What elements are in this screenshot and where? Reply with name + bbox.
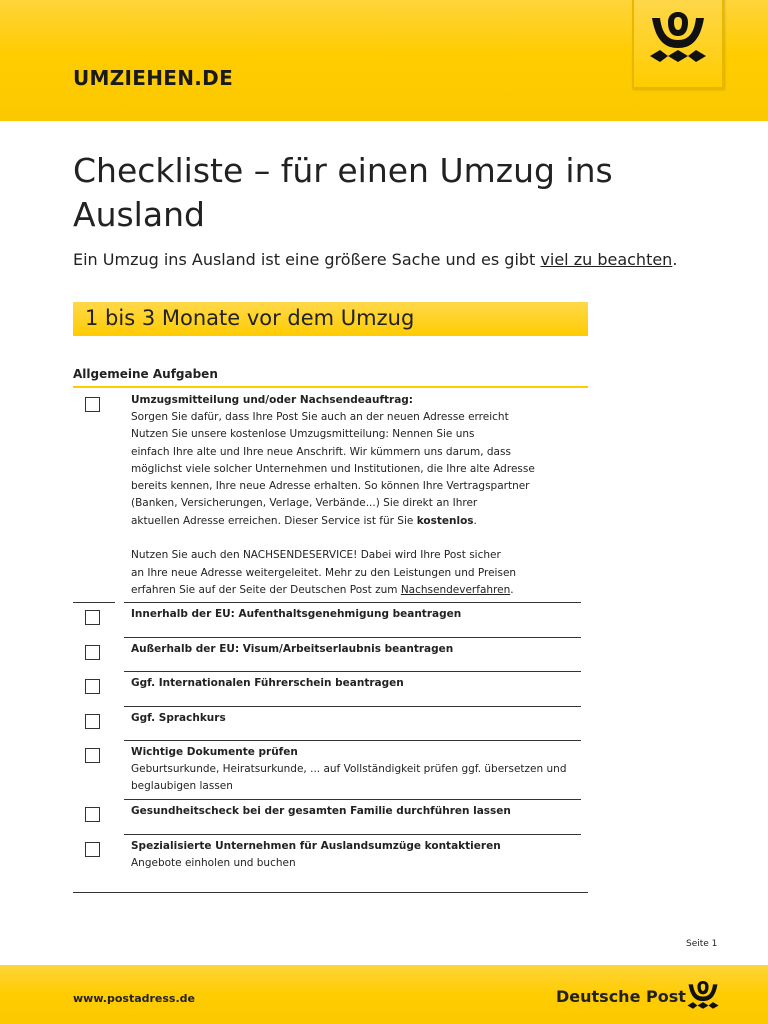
item-title: Spezialisierte Unternehmen für Auslandsumzüge kontaktieren [131, 839, 501, 852]
item-title: Innerhalb der EU: Aufenthaltsgenehmigung beantragen [131, 608, 462, 620]
footer-url-link[interactable]: www.postadress.de [73, 992, 195, 1005]
item-text-part: . [473, 514, 477, 527]
checkbox[interactable] [85, 807, 100, 822]
checklist-item [73, 672, 588, 707]
item-text-line: bereits kennen, Ihre neue Adresse erhalten. So können Ihre Vertragspartner [131, 480, 530, 493]
item-text-part: erfahren Sie auf der Seite der Deutschen Post zum [131, 583, 401, 596]
checklist-item [73, 389, 588, 603]
post-logo-tab [632, 0, 724, 89]
item-title: Ggf. Internationalen Führerschein beantragen [131, 677, 404, 689]
item-title: Außerhalb der EU: Visum/Arbeitserlaubnis beantragen [131, 642, 454, 655]
item-title: Gesundheitscheck bei der gesamten Familie durchführen lassen [131, 805, 511, 817]
site-title[interactable]: UMZIEHEN.DE [73, 66, 234, 90]
header-bar [0, 0, 768, 121]
item-title: Umzugsmitteilung und/oder Nachsendeauftrag: [131, 394, 414, 406]
nachsendeverfahren-link[interactable]: Nachsendeverfahren [400, 583, 511, 596]
intro-text [73, 250, 677, 269]
checkbox[interactable] [85, 610, 100, 625]
item-text-line: beglaubigen lassen [131, 780, 233, 793]
item-text-line: einfach Ihre alte und Ihre neue Anschrift. Wir kümmern uns darum, dass [131, 445, 511, 458]
checklist-item [73, 835, 588, 875]
item-text-line: Geburtsurkunde, Heiratsurkunde, ... auf Vollständigkeit prüfen ggf. übersetzen und [131, 763, 567, 775]
item-text-line [131, 582, 588, 599]
item-text-part: aktuellen Adresse erreichen. Dieser Service ist für Sie [131, 514, 417, 527]
item-text-line: Nutzen Sie unsere kostenlose Umzugsmitteilung: Nennen Sie uns [131, 428, 475, 441]
checklist-item [73, 800, 588, 835]
footer-bar [0, 965, 768, 1024]
checklist-bottom-rule [73, 892, 588, 893]
post-horn-icon [646, 12, 710, 66]
checkbox[interactable] [85, 645, 100, 660]
item-text-line [131, 513, 588, 530]
checklist-item [73, 603, 588, 638]
page-title: Checkliste – für einen Umzug ins Ausland [73, 151, 613, 234]
item-title: Wichtige Dokumente prüfen [131, 746, 298, 758]
sub-heading: Allgemeine Aufgaben [73, 367, 218, 381]
intro-text-before: Ein Umzug ins Ausland ist eine größere Sache und es gibt [73, 250, 541, 269]
checklist [73, 389, 588, 875]
item-title: Ggf. Sprachkurs [131, 711, 226, 724]
intro-link[interactable]: viel zu beachten [540, 250, 673, 269]
checkbox[interactable] [85, 714, 100, 729]
section-title: 1 bis 3 Monate vor dem Umzug [85, 306, 415, 330]
sub-heading-underline [73, 386, 588, 388]
item-text-line: Sorgen Sie dafür, dass Ihre Post Sie auch an der neuen Adresse erreicht [131, 411, 509, 423]
checkbox[interactable] [85, 679, 100, 694]
item-text-bold: kostenlos [416, 514, 474, 527]
checkbox[interactable] [85, 842, 100, 857]
checkbox[interactable] [85, 397, 100, 412]
item-text-line: möglichst viele solcher Unternehmen und Institutionen, die Ihre alte Adresse [131, 462, 535, 475]
checklist-item [73, 741, 588, 800]
page-number: Seite 1 [686, 939, 718, 949]
item-text-line: Angebote einholen und buchen [131, 856, 296, 869]
item-text-line: (Banken, Versicherungen, Verlage, Verbände...) Sie direkt an Ihrer [131, 497, 478, 510]
post-horn-icon [684, 981, 722, 1011]
item-text-line: an Ihre neue Adresse weitergeleitet. Mehr zu den Leistungen und Preisen [131, 566, 517, 579]
checklist-item [73, 707, 588, 742]
checkbox[interactable] [85, 748, 100, 763]
intro-text-after: . [672, 250, 678, 269]
item-text-line: Nutzen Sie auch den NACHSENDESERVICE! Dabei wird Ihre Post sicher [131, 549, 501, 562]
checklist-item [73, 638, 588, 673]
footer-brand-name: Deutsche Post [556, 987, 686, 1006]
section-heading-bar [73, 302, 588, 336]
item-text-part: . [510, 583, 514, 596]
